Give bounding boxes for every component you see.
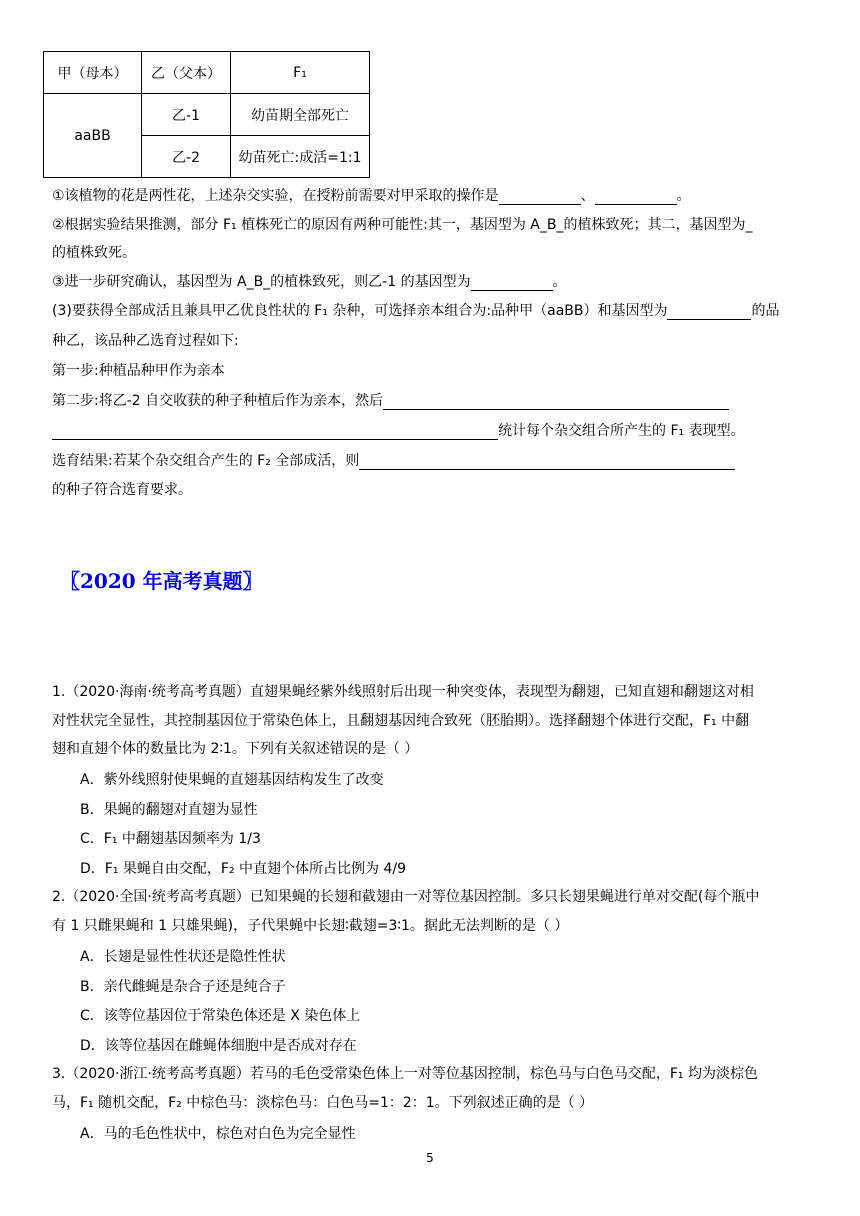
mc-2-stem-line1: 2.（2020·全国·统考高考真题）已知果蝇的长翅和截翅由一对等位基因控制。多只长翅果蝇进行单对交配(每个瓶中 — [52, 889, 760, 905]
table-cell-father-1: 乙-1 — [142, 94, 231, 136]
table-cell-f1-1: 幼苗期全部死亡 — [231, 94, 370, 136]
section-title: 〖2020 年高考真题〗 — [60, 569, 263, 593]
mc-2-stem-line2: 有 1 只雌果蝇和 1 只雄果蝇)，子代果蝇中长翅∶截翅=3∶1。据此无法判断的是（ ） — [52, 918, 569, 934]
table-header-f1: F₁ — [231, 52, 370, 94]
step-2-line2 — [52, 422, 745, 440]
answer-blank — [471, 276, 553, 291]
table-cell-father-2: 乙-2 — [142, 136, 231, 178]
table-header-mother: 甲（母本） — [44, 52, 142, 94]
mc-1-stem-line2: 对性状完全显性，其控制基因位于常染色体上，且翻翅基因纯合致死（胚胎期）。选择翻翅个体进行交配，F₁ 中翻 — [52, 713, 750, 729]
part-3-text-end: 的品 — [751, 303, 780, 319]
answer-blank — [52, 425, 498, 440]
step-2-line1 — [52, 392, 729, 410]
answer-blank — [595, 190, 677, 205]
question-3-text: ③进一步研究确认，基因型为 A_B_的植株致死，则乙-1 的基因型为 — [52, 274, 471, 290]
question-2-line2: 的植株致死。 — [52, 245, 136, 261]
table-cell-f1-2: 幼苗死亡:成活=1:1 — [231, 136, 370, 178]
mc-1-option-a: A．紫外线照射使果蝇的直翅基因结构发生了改变 — [80, 772, 384, 788]
result-line1 — [52, 452, 735, 470]
mc-3-stem-line2: 马，F₁ 随机交配，F₂ 中棕色马：淡棕色马：白色马=1：2：1。下列叙述正确的是（ ） — [52, 1095, 594, 1111]
page-number: 5 — [426, 1151, 434, 1165]
question-2-line1: ②根据实验结果推测，部分 F₁ 植株死亡的原因有两种可能性:其一，基因型为 A_B_的植株致死；其二，基因型为_ — [52, 217, 753, 233]
separator: 、 — [580, 188, 595, 204]
part-3-line1 — [52, 302, 779, 320]
step-2-text-end: 统计每个杂交组合所产生的 F₁ 表现型。 — [498, 423, 745, 439]
mc-1-stem-line3: 翅和直翅个体的数量比为 2∶1。下列有关叙述错误的是（ ） — [52, 741, 419, 757]
answer-blank — [667, 305, 751, 320]
answer-blank — [499, 190, 581, 205]
table-cell-mother: aaBB — [44, 94, 142, 178]
result-text: 选育结果:若某个杂交组合产生的 F₂ 全部成活，则 — [52, 453, 360, 469]
question-3-line — [52, 273, 567, 291]
question-1-text: ①该植物的花是两性花，上述杂交实验，在授粉前需要对甲采取的操作是 — [52, 188, 499, 204]
result-line2: 的种子符合选育要求。 — [52, 482, 192, 498]
period: 。 — [676, 188, 691, 204]
mc-2-option-b: B．亲代雌蝇是杂合子还是纯合子 — [80, 979, 286, 995]
answer-blank — [359, 455, 735, 470]
part-3-text: (3)要获得全部成活且兼具甲乙优良性状的 F₁ 杂种，可选择亲本组合为:品种甲（aaBB）和基因型为 — [52, 303, 668, 319]
mc-3-stem-line1: 3.（2020·浙江·统考高考真题）若马的毛色受常染色体上一对等位基因控制，棕色马与白色马交配，F₁ 均为淡棕色 — [52, 1066, 758, 1082]
part-3-line2: 种乙，该品种乙选育过程如下: — [52, 333, 239, 349]
step-1: 第一步:种植品种甲作为亲本 — [52, 363, 225, 379]
cross-table — [43, 51, 370, 178]
mc-2-option-c: C．该等位基因位于常染色体还是 X 染色体上 — [80, 1008, 361, 1024]
answer-blank — [383, 395, 729, 410]
mc-3-option-a: A．马的毛色性状中，棕色对白色为完全显性 — [80, 1126, 356, 1142]
question-1-line — [52, 187, 691, 205]
table-header-father: 乙（父本） — [142, 52, 231, 94]
mc-1-stem-line1: 1.（2020·海南·统考高考真题）直翅果蝇经紫外线照射后出现一种突变体，表现型为翻翅，已知直翅和翻翅这对相 — [52, 684, 754, 700]
mc-1-option-d: D．F₁ 果蝇自由交配，F₂ 中直翅个体所占比例为 4/9 — [80, 861, 406, 877]
mc-1-option-c: C．F₁ 中翻翅基因频率为 1/3 — [80, 831, 261, 847]
mc-1-option-b: B．果蝇的翻翅对直翅为显性 — [80, 802, 258, 818]
step-2-text: 第二步:将乙-2 自交收获的种子种植后作为亲本，然后 — [52, 393, 384, 409]
period: 。 — [552, 274, 567, 290]
mc-2-option-d: D．该等位基因在雌蝇体细胞中是否成对存在 — [80, 1038, 357, 1054]
mc-2-option-a: A．长翅是显性性状还是隐性性状 — [80, 949, 286, 965]
